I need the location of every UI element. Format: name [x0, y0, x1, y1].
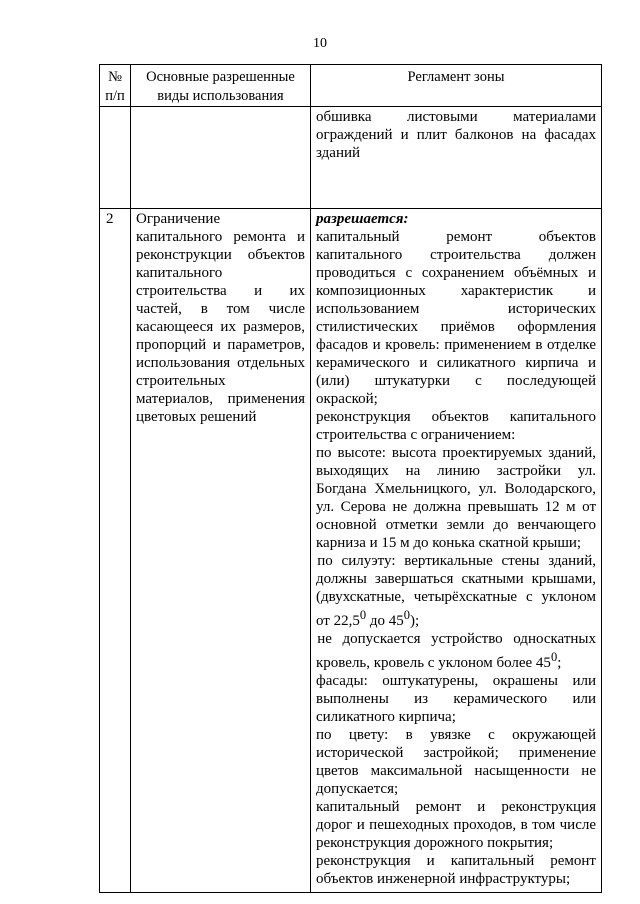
- row-regulation: [311, 209, 602, 893]
- cont-regulation-cell: [311, 107, 602, 209]
- regulation-paragraph: фасады: оштукатурены, окрашены или выполнены из керамического или силикатного кирпича;: [316, 673, 596, 725]
- header-uses: [131, 65, 311, 107]
- header-regulation-label: Регламент зоны: [407, 69, 505, 85]
- header-num-label: № п/п: [105, 69, 125, 104]
- p4-text: по силуэту: вертикальные стены зданий, должны завершаться скатными крышами, (двухскатные, четырёхскатные с уклоном от 22,5: [316, 553, 596, 629]
- p4-degree-1: 0: [359, 608, 367, 622]
- p5-text: не допускается устройство односкатных кровель, кровель с уклоном более 45: [316, 631, 596, 671]
- table-header-row: [100, 65, 602, 107]
- zone-regulation-table: [99, 64, 602, 893]
- header-uses-label: Основные разрешенные виды использования: [146, 69, 295, 104]
- regulation-paragraph: капитальный ремонт объектов капитального строительства должен проводиться с сохранением объёмных и композиционных характеристик и использованием исторических стилистических приёмов оформления фасадов и кровель: применением в отделке керамического и силикатного кирпича и (или) штукатурки с последующей окраской;: [316, 229, 596, 407]
- p4-mid: до 45: [366, 613, 404, 629]
- regulation-paragraph: капитальный ремонт и реконструкция дорог и пешеходных проходов, в том числе реконструкция дорожного покрытия;: [316, 799, 596, 851]
- p4-degree-2: 0: [403, 608, 410, 622]
- row-uses: Ограничение капитального ремонта и реконструкции объектов капитального строительства и их частей, в том числе касающееся их размеров, пропорций и параметров, использования отдельных строительных материалов, применения цветовых решений: [131, 209, 311, 893]
- cont-regulation-text: обшивка листовыми материалами ограждений и плит балконов на фасадах зданий: [316, 109, 596, 161]
- table-row: [100, 107, 602, 209]
- p4-end: );: [410, 613, 420, 629]
- page-number: 10: [313, 36, 327, 51]
- regulation-paragraph: [316, 552, 596, 630]
- table-row: [100, 209, 602, 893]
- header-regulation: [311, 65, 602, 107]
- p5-degree: 0: [550, 650, 558, 664]
- cont-num-cell: [100, 107, 131, 209]
- regulation-paragraph: реконструкция и капитальный ремонт объектов инженерной инфраструктуры;: [316, 853, 596, 887]
- row-number: 2: [100, 209, 131, 893]
- regulation-paragraph: [316, 630, 596, 672]
- allowed-label: разрешается:: [316, 211, 409, 227]
- p5-end: ;: [557, 655, 562, 671]
- regulation-paragraph: по высоте: высота проектируемых зданий, выходящих на линию застройки ул. Богдана Хмельницкого, ул. Володарского, ул. Серова не должна превышать 12 м от основной отметки земли до венчающего карниза и 15 м до конька скатной крыши;: [316, 445, 596, 551]
- header-num: [100, 65, 131, 107]
- regulation-paragraph: реконструкция объектов капитального строительства с ограничением:: [316, 409, 596, 443]
- regulation-paragraph: по цвету: в увязке с окружающей исторической застройкой; применение цветов максимальной насыщенности не допускается;: [316, 727, 596, 797]
- cont-uses-cell: [131, 107, 311, 209]
